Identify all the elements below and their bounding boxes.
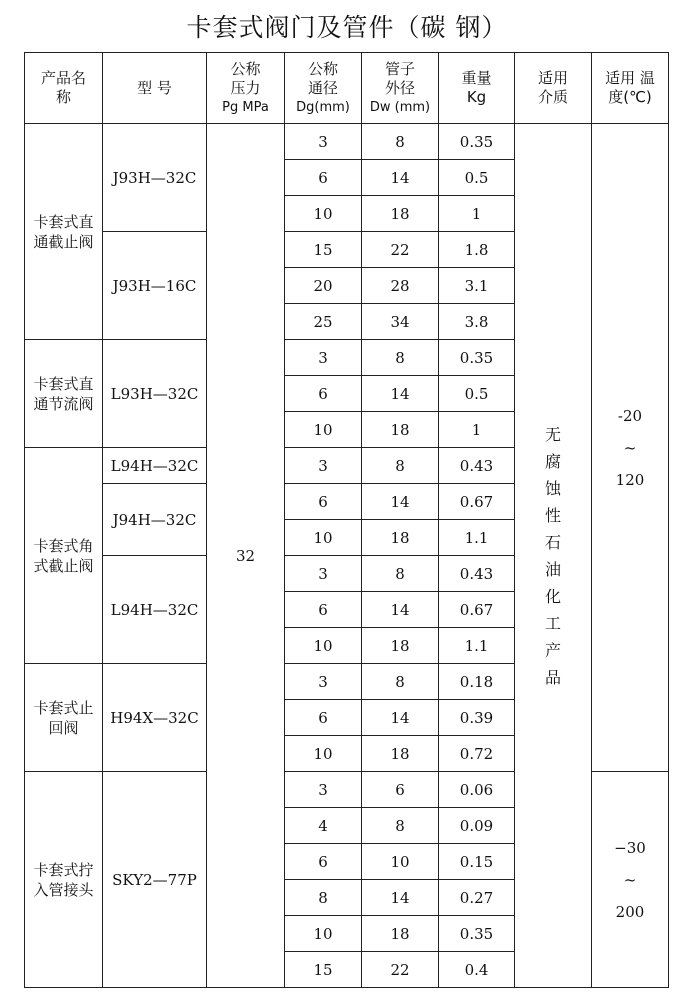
model-cell: SKY2—77P <box>103 772 207 988</box>
product-name: 卡套式拧入管接头 <box>25 772 103 988</box>
dw-cell: 28 <box>362 268 439 304</box>
dg-cell: 8 <box>285 880 362 916</box>
weight-cell: 1.1 <box>439 520 515 556</box>
dg-cell: 3 <box>285 556 362 592</box>
dw-cell: 22 <box>362 952 439 988</box>
weight-cell: 0.27 <box>439 880 515 916</box>
dg-cell: 3 <box>285 664 362 700</box>
dw-cell: 34 <box>362 304 439 340</box>
weight-cell: 3.1 <box>439 268 515 304</box>
product-name: 卡套式直通截止阀 <box>25 124 103 340</box>
weight-cell: 0.72 <box>439 736 515 772</box>
dw-cell: 18 <box>362 736 439 772</box>
model-cell: L94H—32C <box>103 448 207 484</box>
dg-cell: 6 <box>285 844 362 880</box>
dw-cell: 22 <box>362 232 439 268</box>
weight-cell: 0.18 <box>439 664 515 700</box>
product-name: 卡套式直通节流阀 <box>25 340 103 448</box>
weight-cell: 1.1 <box>439 628 515 664</box>
weight-cell: 0.43 <box>439 448 515 484</box>
medium-cell: 无腐蚀性石油化工产品 <box>515 124 592 988</box>
dg-cell: 15 <box>285 232 362 268</box>
dg-cell: 10 <box>285 916 362 952</box>
weight-cell: 0.09 <box>439 808 515 844</box>
weight-cell: 0.43 <box>439 556 515 592</box>
header-row <box>25 53 669 124</box>
temp-cell: -20 ~ 120 <box>592 124 669 772</box>
product-name: 卡套式止回阀 <box>25 664 103 772</box>
dw-cell: 18 <box>362 196 439 232</box>
dw-cell: 14 <box>362 160 439 196</box>
weight-cell: 0.67 <box>439 484 515 520</box>
dg-cell: 3 <box>285 124 362 160</box>
weight-cell: 0.35 <box>439 340 515 376</box>
dw-cell: 14 <box>362 376 439 412</box>
weight-cell: 1 <box>439 196 515 232</box>
dg-cell: 6 <box>285 592 362 628</box>
dg-cell: 6 <box>285 376 362 412</box>
header-pressure: 公称 压力 Pg MPa <box>207 53 285 124</box>
header-name: 产品名称 <box>25 53 103 124</box>
dg-cell: 10 <box>285 628 362 664</box>
dw-cell: 8 <box>362 664 439 700</box>
header-medium: 适用 介质 <box>515 53 592 124</box>
header-dg: 公称 通径 Dg(mm) <box>285 53 362 124</box>
weight-cell: 0.35 <box>439 124 515 160</box>
dw-cell: 14 <box>362 880 439 916</box>
dw-cell: 8 <box>362 124 439 160</box>
dg-cell: 10 <box>285 736 362 772</box>
pressure-cell: 32 <box>207 124 285 988</box>
dg-cell: 6 <box>285 700 362 736</box>
weight-cell: 0.15 <box>439 844 515 880</box>
header-temp: 适用 温 度(℃) <box>592 53 669 124</box>
dw-cell: 14 <box>362 484 439 520</box>
weight-cell: 0.4 <box>439 952 515 988</box>
dw-cell: 14 <box>362 700 439 736</box>
model-cell: J93H—32C <box>103 124 207 232</box>
model-cell: L94H—32C <box>103 556 207 664</box>
dw-cell: 8 <box>362 340 439 376</box>
spec-table <box>24 52 669 988</box>
dg-cell: 3 <box>285 772 362 808</box>
dg-cell: 3 <box>285 340 362 376</box>
weight-cell: 1 <box>439 412 515 448</box>
dw-cell: 18 <box>362 520 439 556</box>
dw-cell: 8 <box>362 448 439 484</box>
weight-cell: 0.35 <box>439 916 515 952</box>
weight-cell: 0.06 <box>439 772 515 808</box>
model-cell: J94H—32C <box>103 484 207 556</box>
dg-cell: 15 <box>285 952 362 988</box>
header-weight: 重量 Kg <box>439 53 515 124</box>
dw-cell: 14 <box>362 592 439 628</box>
header-dw: 管子 外径 Dw (mm) <box>362 53 439 124</box>
product-name: 卡套式角式截止阀 <box>25 448 103 664</box>
dg-cell: 10 <box>285 412 362 448</box>
dw-cell: 8 <box>362 556 439 592</box>
dg-cell: 10 <box>285 520 362 556</box>
dg-cell: 20 <box>285 268 362 304</box>
page-title: 卡套式阀门及管件（碳 钢） <box>186 13 508 42</box>
model-cell: J93H—16C <box>103 232 207 340</box>
dg-cell: 10 <box>285 196 362 232</box>
dw-cell: 18 <box>362 412 439 448</box>
weight-cell: 3.8 <box>439 304 515 340</box>
dw-cell: 18 <box>362 916 439 952</box>
weight-cell: 0.39 <box>439 700 515 736</box>
header-model: 型 号 <box>103 53 207 124</box>
temp-cell: −30 ~ 200 <box>592 772 669 988</box>
model-cell: H94X—32C <box>103 664 207 772</box>
weight-cell: 0.5 <box>439 376 515 412</box>
dg-cell: 3 <box>285 448 362 484</box>
dw-cell: 8 <box>362 808 439 844</box>
dg-cell: 4 <box>285 808 362 844</box>
weight-cell: 1.8 <box>439 232 515 268</box>
model-cell: L93H—32C <box>103 340 207 448</box>
weight-cell: 0.67 <box>439 592 515 628</box>
dw-cell: 10 <box>362 844 439 880</box>
dg-cell: 25 <box>285 304 362 340</box>
dw-cell: 6 <box>362 772 439 808</box>
dg-cell: 6 <box>285 160 362 196</box>
dw-cell: 18 <box>362 628 439 664</box>
table-row <box>25 124 669 160</box>
weight-cell: 0.5 <box>439 160 515 196</box>
dg-cell: 6 <box>285 484 362 520</box>
